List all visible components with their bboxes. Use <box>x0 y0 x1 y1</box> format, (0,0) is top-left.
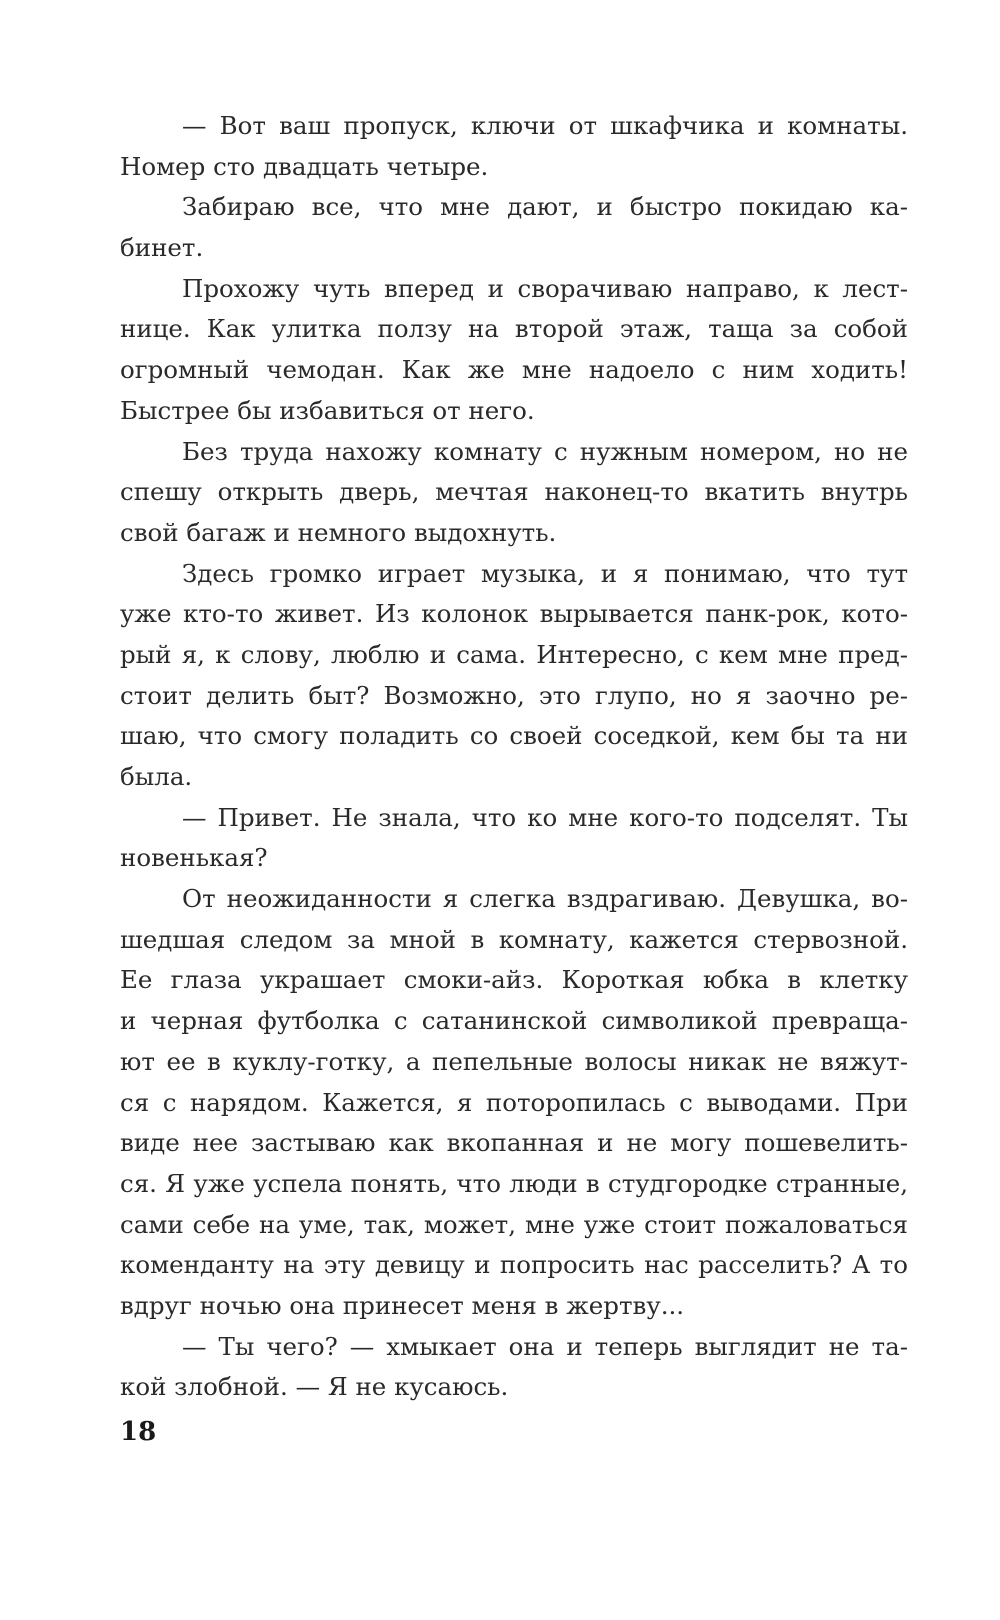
text-line: Ее глаза украшает смоки-айз. Короткая юбка в клетку <box>120 965 908 995</box>
text-line: свой багаж и немного выдохнуть. <box>120 517 557 547</box>
text-line: ют ее в куклу-готку, а пепельные волосы никак не вяжут- <box>120 1046 908 1076</box>
text-line: коменданту на эту девицу и попросить нас расселить? А то <box>120 1250 908 1280</box>
text-line: сами себе на уме, так, может, мне уже стоит пожаловаться <box>120 1209 908 1239</box>
text-line: и черная футболка с сатанинской символикой превраща- <box>120 1006 908 1036</box>
text-line: Быстрее бы избавиться от него. <box>120 395 535 425</box>
text-line: огромный чемодан. Как же мне надоело с ним ходить! <box>120 355 908 385</box>
text-line: стоит делить быт? Возможно, это глупо, но я заочно ре- <box>120 680 908 710</box>
text-line: Номер сто двадцать четыре. <box>120 151 489 181</box>
text-line: нице. Как улитка ползу на второй этаж, таща за собой <box>120 314 908 344</box>
text-line: — Вот ваш пропуск, ключи от шкафчика и комнаты. <box>182 111 908 140</box>
text-line: — Привет. Не знала, что ко мне кого-то подселят. Ты <box>182 802 908 832</box>
text-line: — Ты чего? — хмыкает она и теперь выглядит не та- <box>182 1331 908 1361</box>
text-line: шедшая следом за мной в комнату, кажется стервозной. <box>120 924 908 954</box>
text-line: новенькая? <box>120 843 268 873</box>
text-line: рый я, к слову, люблю и сама. Интересно, с кем мне пред- <box>120 639 908 669</box>
text-line: От неожиданности я слегка вздрагиваю. Девушка, во- <box>182 884 908 914</box>
text-line: виде нее застываю как вкопанная и не могу пошевелить- <box>120 1128 908 1158</box>
text-line: Здесь громко играет музыка, и я понимаю, что тут <box>182 558 908 588</box>
text-line: ся. Я уже успела понять, что люди в студгородке странные, <box>120 1168 908 1198</box>
text-line: Без труда нахожу комнату с нужным номером, но не <box>182 436 908 466</box>
text-line: спешу открыть дверь, мечтая наконец-то вкатить внутрь <box>120 477 908 507</box>
text-line: Прохожу чуть вперед и сворачиваю направо, к лест- <box>182 273 908 303</box>
text-line: бинет. <box>120 233 204 263</box>
text-line: кой злобной. — Я не кусаюсь. <box>120 1372 509 1402</box>
text-line: вдруг ночью она принесет меня в жертву... <box>120 1290 685 1320</box>
text-line: Забираю все, что мне дают, и быстро покидаю ка- <box>182 192 908 222</box>
text-line: уже кто-то живет. Из колонок вырывается панк-рок, кото- <box>120 599 908 629</box>
text-line: была. <box>120 762 193 791</box>
body-text <box>120 106 908 1408</box>
text-line: шаю, что смогу поладить со своей соседкой, кем бы та ни <box>120 721 908 751</box>
page-number: 18 <box>120 1417 157 1447</box>
text-line: ся с нарядом. Кажется, я поторопилась с выводами. При <box>120 1087 908 1117</box>
